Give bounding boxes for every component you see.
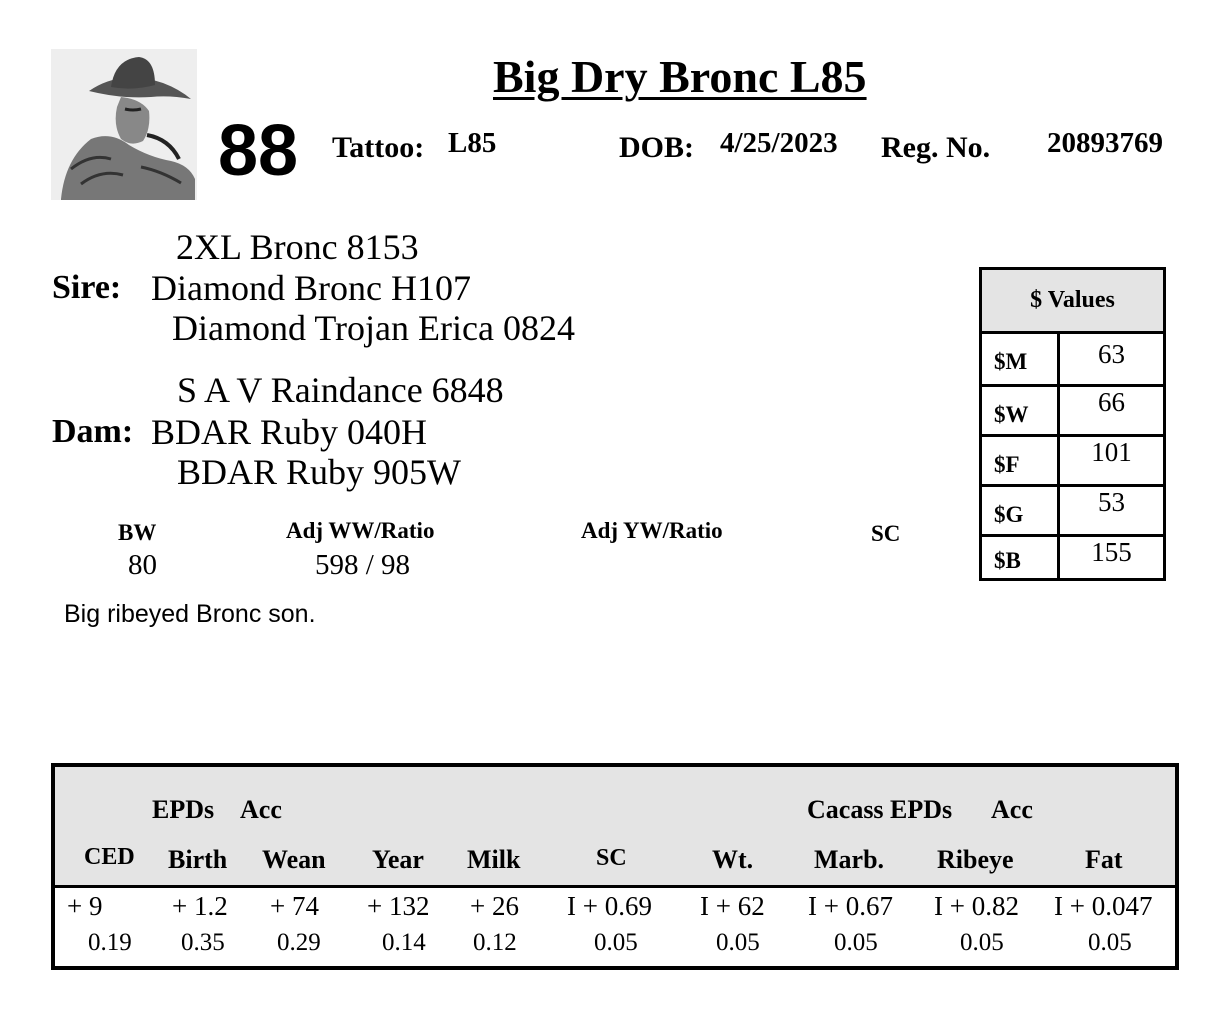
column-header-ced: CED bbox=[84, 844, 135, 870]
acc-value-birth: 0.35 bbox=[181, 929, 225, 956]
sire-label: Sire: bbox=[52, 269, 122, 306]
dollar-value-key: $M bbox=[982, 334, 1060, 384]
dollar-value-row bbox=[982, 387, 1163, 437]
acc-value-marb: 0.05 bbox=[834, 929, 878, 956]
epd-value-marb: I + 0.67 bbox=[808, 891, 893, 921]
adj-yw-label: Adj YW/Ratio bbox=[581, 518, 723, 543]
dollar-value-value: 66 bbox=[1098, 387, 1125, 417]
dam-label: Dam: bbox=[52, 413, 134, 450]
dollar-value-row bbox=[982, 537, 1163, 578]
sire-name: Diamond Bronc H107 bbox=[151, 268, 471, 308]
column-header-birth: Birth bbox=[168, 845, 228, 874]
dam-dam: BDAR Ruby 905W bbox=[177, 452, 462, 492]
bw-value: 80 bbox=[128, 549, 157, 581]
carcass-epds-group-label: Cacass EPDs bbox=[807, 795, 953, 824]
page-title: Big Dry Bronc L85 bbox=[493, 51, 867, 102]
acc-value-milk: 0.12 bbox=[473, 929, 517, 956]
tattoo-label: Tattoo: bbox=[332, 131, 425, 164]
bw-label: BW bbox=[118, 520, 157, 545]
dollar-values-title: $ Values bbox=[982, 270, 1163, 334]
cowboy-sketch-icon bbox=[51, 49, 197, 200]
epd-table bbox=[51, 763, 1179, 970]
acc-value-ced: 0.19 bbox=[88, 929, 132, 956]
adj-ww-value: 598 / 98 bbox=[315, 549, 411, 581]
epd-value-sc: I + 0.69 bbox=[567, 891, 652, 921]
acc-value-wt: 0.05 bbox=[716, 929, 760, 956]
epds-acc-label: Acc bbox=[240, 795, 282, 824]
dollar-value-key: $G bbox=[982, 487, 1060, 537]
column-header-year: Year bbox=[372, 845, 424, 874]
epd-value-wt: I + 62 bbox=[700, 891, 765, 921]
column-header-wean: Wean bbox=[262, 845, 326, 874]
epd-value-wean: + 74 bbox=[270, 891, 319, 921]
dollar-value-row bbox=[982, 334, 1163, 384]
acc-value-wean: 0.29 bbox=[277, 929, 321, 956]
dollar-value-value: 53 bbox=[1098, 487, 1125, 517]
dam-name: BDAR Ruby 040H bbox=[151, 412, 428, 452]
acc-value-ribeye: 0.05 bbox=[960, 929, 1004, 956]
reg-no-value: 20893769 bbox=[1047, 127, 1163, 159]
epd-value-milk: + 26 bbox=[470, 891, 519, 921]
column-header-milk: Milk bbox=[467, 845, 521, 874]
dollar-value-row bbox=[982, 487, 1163, 537]
reg-no-label: Reg. No. bbox=[881, 131, 991, 164]
dollar-value-key: $B bbox=[982, 537, 1060, 578]
epd-value-year: + 132 bbox=[367, 891, 430, 921]
epd-value-fat: I + 0.047 bbox=[1054, 891, 1153, 921]
comment-text: Big ribeyed Bronc son. bbox=[64, 600, 316, 628]
acc-value-sc: 0.05 bbox=[594, 929, 638, 956]
adj-ww-label: Adj WW/Ratio bbox=[286, 518, 435, 543]
dob-value: 4/25/2023 bbox=[720, 127, 838, 159]
carcass-acc-label: Acc bbox=[991, 795, 1033, 824]
dollar-values-table bbox=[979, 267, 1166, 581]
epd-value-ced: + 9 bbox=[67, 891, 103, 921]
dollar-value-row bbox=[982, 437, 1163, 487]
lot-number: 88 bbox=[218, 111, 299, 191]
epd-value-birth: + 1.2 bbox=[172, 891, 228, 921]
epds-group-label: EPDs bbox=[152, 795, 215, 824]
epd-value-ribeye: I + 0.82 bbox=[934, 891, 1019, 921]
dam-sire: S A V Raindance 6848 bbox=[177, 370, 504, 410]
column-header-fat: Fat bbox=[1085, 845, 1123, 874]
dollar-value-value: 63 bbox=[1098, 339, 1125, 369]
column-header-wt: Wt. bbox=[712, 845, 754, 874]
tattoo-value: L85 bbox=[448, 127, 497, 159]
dollar-value-key: $F bbox=[982, 437, 1060, 487]
sire-sire: 2XL Bronc 8153 bbox=[176, 227, 419, 267]
dollar-value-value: 101 bbox=[1091, 437, 1132, 467]
column-header-ribeye: Ribeye bbox=[937, 845, 1014, 874]
acc-value-fat: 0.05 bbox=[1088, 929, 1132, 956]
dollar-value-key: $W bbox=[982, 387, 1060, 437]
sc-label: SC bbox=[871, 521, 901, 546]
epd-table-header bbox=[55, 767, 1175, 888]
column-header-sc: SC bbox=[596, 845, 627, 871]
acc-value-year: 0.14 bbox=[382, 929, 426, 956]
dob-label: DOB: bbox=[619, 131, 694, 164]
dollar-value-value: 155 bbox=[1091, 537, 1132, 567]
sire-dam: Diamond Trojan Erica 0824 bbox=[172, 308, 575, 348]
column-header-marb: Marb. bbox=[814, 845, 885, 874]
